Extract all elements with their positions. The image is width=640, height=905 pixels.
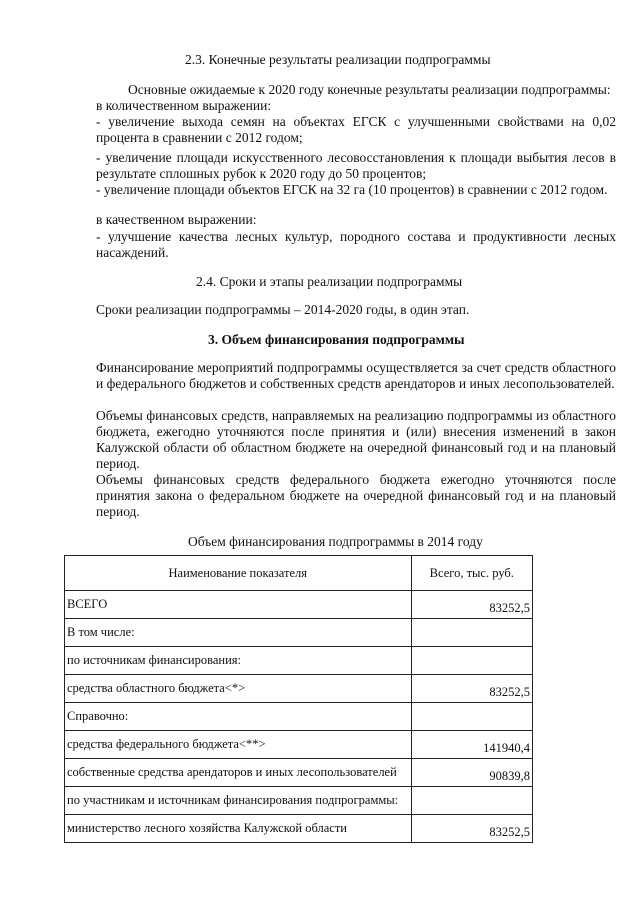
row-value	[411, 647, 532, 675]
row-value	[411, 619, 532, 647]
row-name: Справочно:	[65, 703, 412, 731]
table-header-row	[65, 556, 533, 591]
row-value: 141940,4	[411, 731, 532, 759]
table-row	[65, 787, 533, 815]
table-row	[65, 703, 533, 731]
financing-table	[64, 555, 533, 843]
row-name: собственные средства арендаторов и иных лесопользователей	[65, 759, 412, 787]
table-row	[65, 815, 533, 843]
row-name: по источникам финансирования:	[65, 647, 412, 675]
section-2-4-text: Сроки реализации подпрограммы – 2014-2020 годы, в один этап.	[96, 302, 470, 317]
row-value: 83252,5	[411, 591, 532, 619]
bullet-4: - улучшение качества лесных культур, породного состава и продуктивности лесных насаждений.	[96, 229, 616, 260]
section-3-para-2: Объемы финансовых средств, направляемых на реализацию подпрограммы из областного бюджета, ежегодно уточняются после принятия и (или) внесения изменений в закон Калужской области об областном бюджете на очередной финансовый год и на плановый период.	[96, 408, 616, 471]
table-row	[65, 647, 533, 675]
row-value	[411, 787, 532, 815]
bullet-1: - увеличение выхода семян на объектах ЕГСК с улучшенными свойствами на 0,02 процента в сравнении с 2012 годом;	[96, 114, 616, 145]
table-caption: Объем финансирования подпрограммы в 2014 году	[188, 534, 483, 549]
col-total-header: Всего, тыс. руб.	[411, 556, 532, 591]
bullet-2: - увеличение площади искусственного лесовосстановления к площади выбытия лесов в результате сплошных рубок к 2020 году до 50 процентов;	[96, 150, 616, 181]
col-name-header: Наименование показателя	[65, 556, 412, 591]
row-name: ВСЕГО	[65, 591, 412, 619]
table-row	[65, 675, 533, 703]
section-2-4-heading: 2.4. Сроки и этапы реализации подпрограммы	[196, 274, 463, 289]
section-2-3-heading: 2.3. Конечные результаты реализации подпрограммы	[185, 52, 491, 67]
row-name: по участникам и источникам финансирования подпрограммы:	[65, 787, 412, 815]
table-row	[65, 731, 533, 759]
row-value: 83252,5	[411, 675, 532, 703]
table-row	[65, 591, 533, 619]
row-name: министерство лесного хозяйства Калужской области	[65, 815, 412, 843]
row-value: 90839,8	[411, 759, 532, 787]
table-row	[65, 619, 533, 647]
section-3-para-1: Финансирование мероприятий подпрограммы осуществляется за счет средств областного и федерального бюджетов и собственных средств арендаторов и иных лесопользователей.	[96, 360, 616, 391]
table-row	[65, 759, 533, 787]
row-name: средства областного бюджета<*>	[65, 675, 412, 703]
bullet-3: - увеличение площади объектов ЕГСК на 32 га (10 процентов) в сравнении с 2012 годом.	[96, 182, 608, 197]
row-value: 83252,5	[411, 815, 532, 843]
section-3-heading: 3. Объем финансирования подпрограммы	[208, 332, 465, 347]
row-name: средства федерального бюджета<**>	[65, 731, 412, 759]
section-3-para-3: Объемы финансовых средств федерального бюджета ежегодно уточняются после принятия закона о федеральном бюджете на очередной финансовый год и на плановый период.	[96, 472, 616, 519]
section-2-3-intro: Основные ожидаемые к 2020 году конечные результаты реализации подпрограммы:	[128, 82, 611, 97]
row-value	[411, 703, 532, 731]
quantitative-label: в количественном выражении:	[96, 98, 272, 113]
qualitative-label: в качественном выражении:	[96, 212, 257, 227]
row-name: В том числе:	[65, 619, 412, 647]
